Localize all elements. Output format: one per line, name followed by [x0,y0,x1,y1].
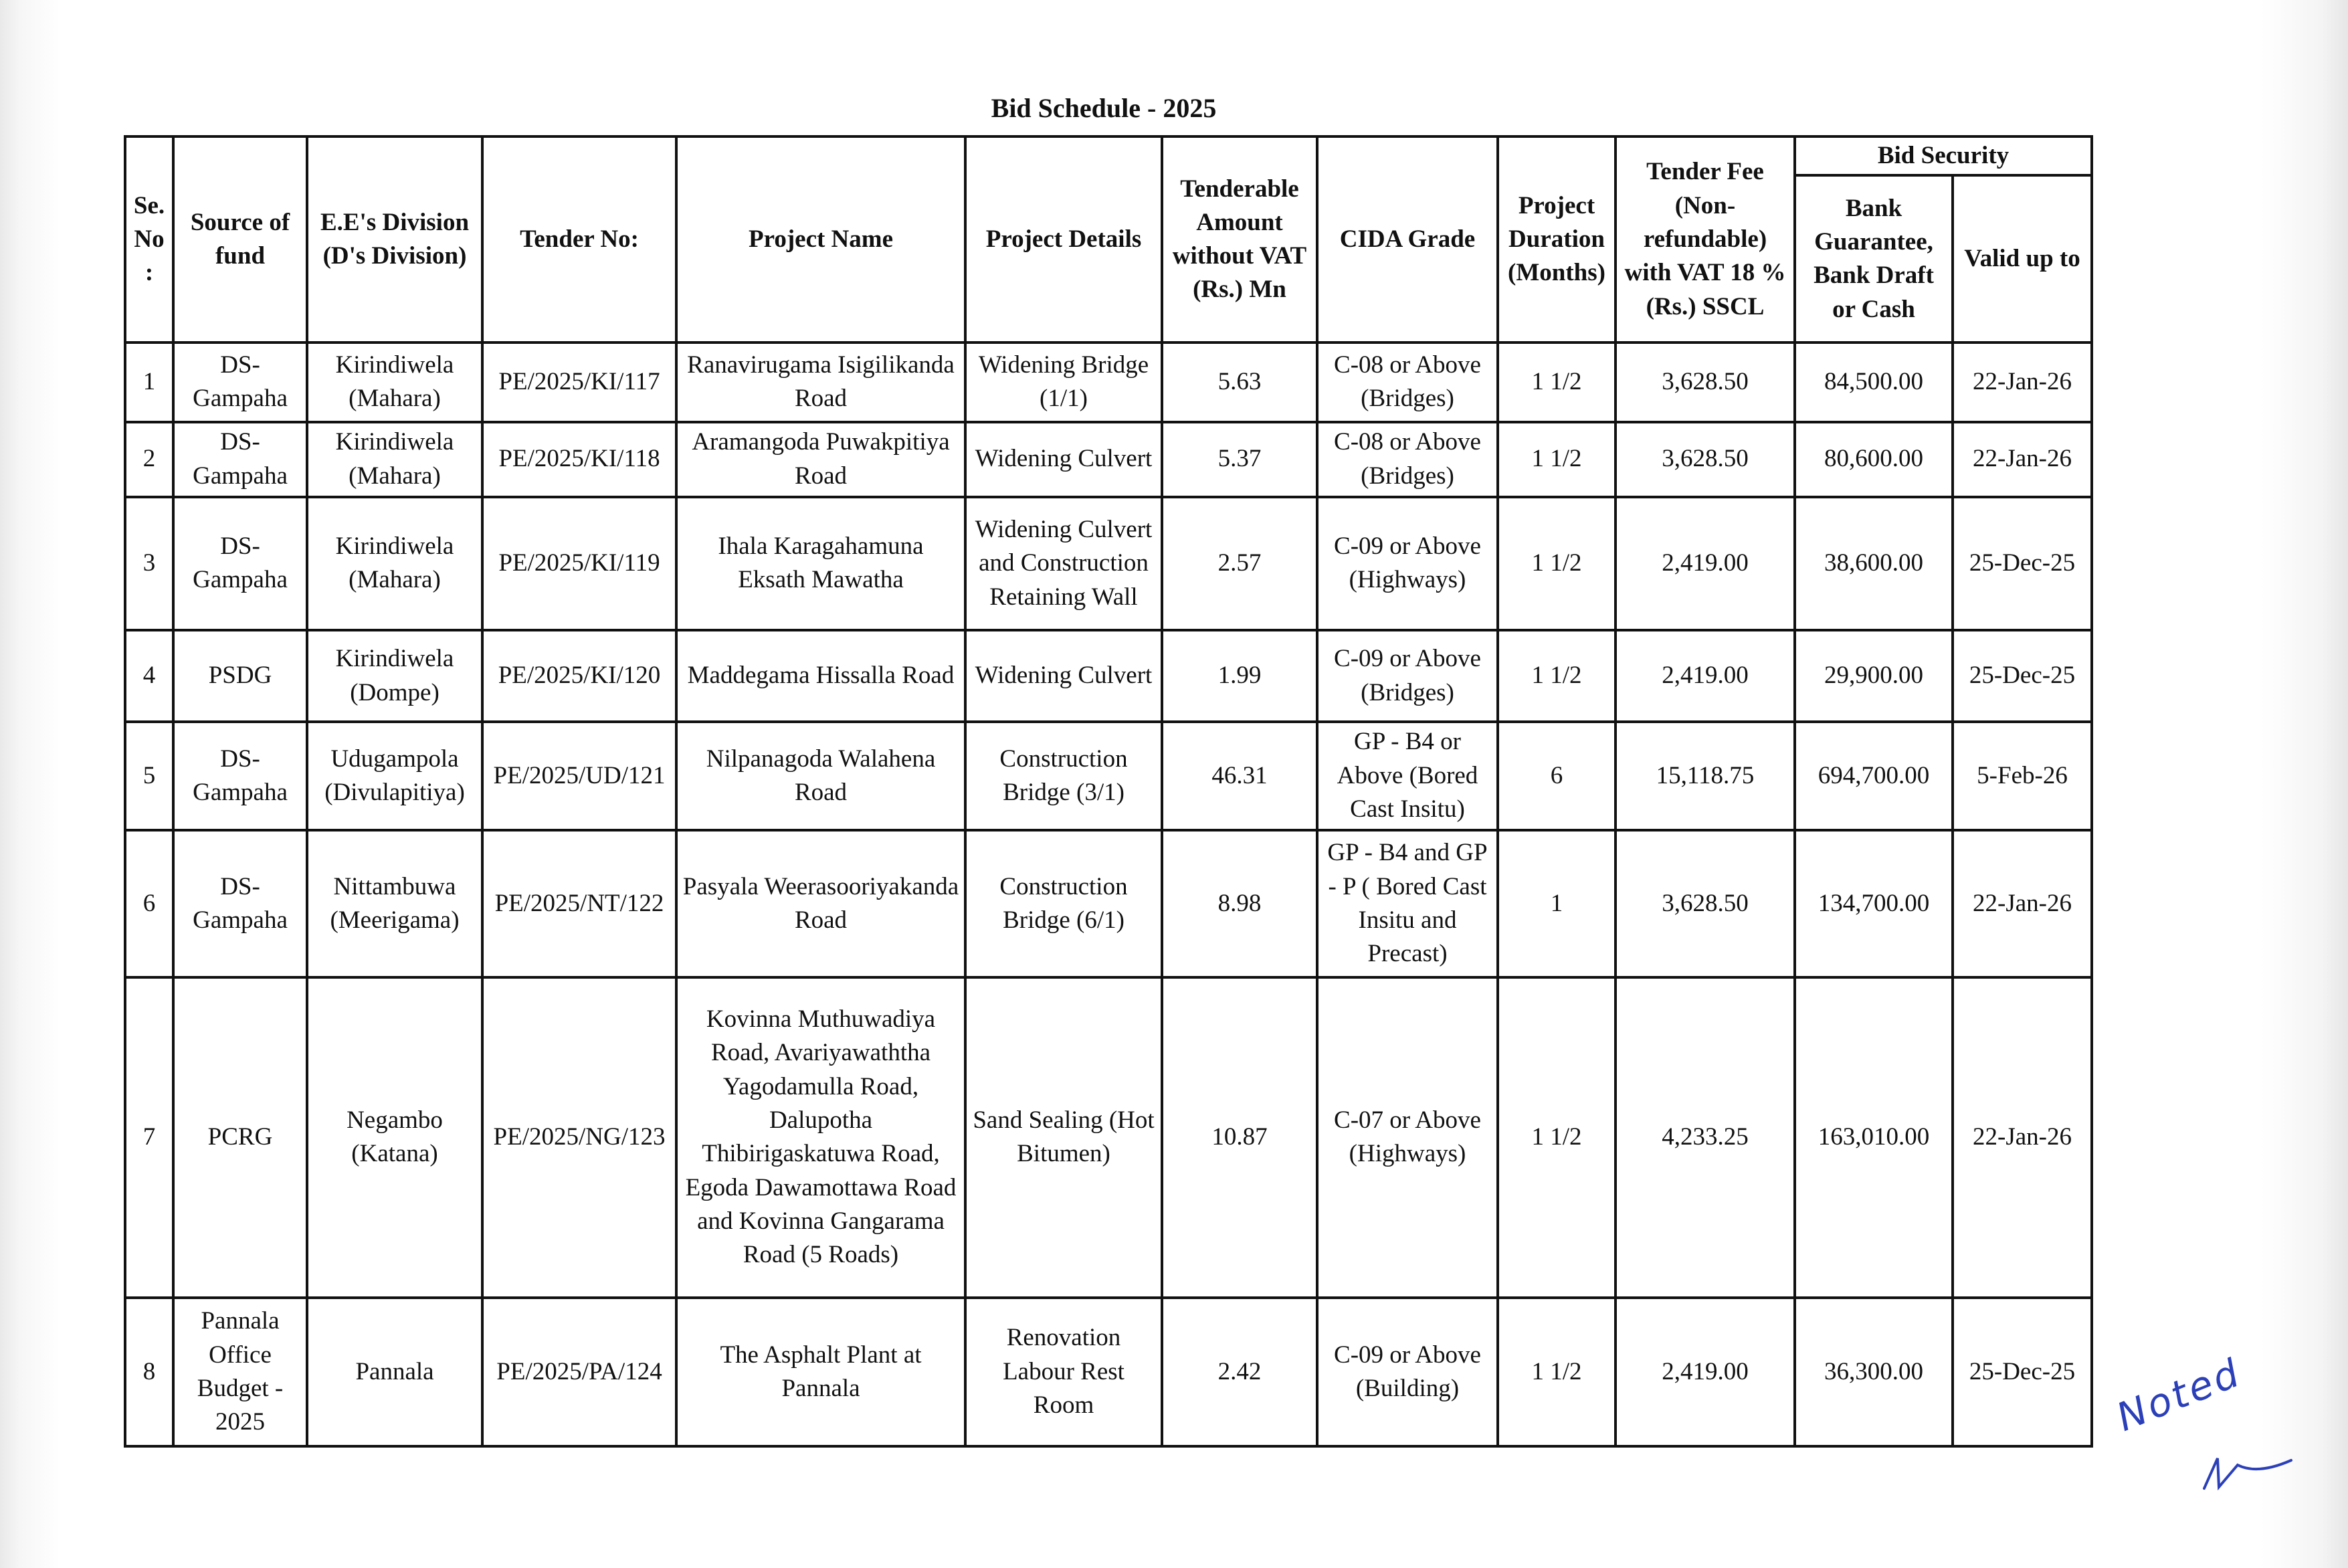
cell-project-duration: 1 1/2 [1498,342,1616,421]
cell-division: Pannala [307,1298,482,1446]
cell-se-no: 8 [125,1298,173,1446]
cell-valid-up-to: 25-Dec-25 [1953,1298,2092,1446]
table-row [125,830,2092,977]
cell-tenderable-amount: 8.98 [1162,830,1317,977]
cell-tender-fee: 2,419.00 [1616,1298,1795,1446]
cell-tenderable-amount: 2.42 [1162,1298,1317,1446]
cell-cida-grade: GP - B4 or Above (Bored Cast Insitu) [1317,722,1498,830]
handwritten-note: Noted [2110,1349,2248,1440]
header-se-no: Se. No : [125,136,173,342]
cell-tenderable-amount: 2.57 [1162,497,1317,631]
cell-cida-grade: GP - B4 and GP - P ( Bored Cast Insitu and Precast) [1317,830,1498,977]
cell-division: Negambo (Katana) [307,977,482,1298]
cell-source-of-fund: DS-Gampaha [173,497,307,631]
cell-bank-guarantee: 163,010.00 [1795,977,1953,1298]
cell-project-duration: 1 [1498,830,1616,977]
header-tender-fee: Tender Fee (Non-refundable) with VAT 18 % (Rs.) SSCL [1616,136,1795,342]
cell-valid-up-to: 22-Jan-26 [1953,977,2092,1298]
cell-project-name: Pasyala Weerasooriyakanda Road [676,830,965,977]
cell-division: Nittambuwa (Meerigama) [307,830,482,977]
cell-valid-up-to: 25-Dec-25 [1953,630,2092,722]
cell-tender-no: PE/2025/NG/123 [482,977,676,1298]
cell-project-details: Widening Culvert [965,422,1162,497]
cell-cida-grade: C-09 or Above (Highways) [1317,497,1498,631]
cell-cida-grade: C-09 or Above (Bridges) [1317,630,1498,722]
cell-tenderable-amount: 1.99 [1162,630,1317,722]
cell-se-no: 5 [125,722,173,830]
handwritten-signature-icon [2197,1448,2298,1495]
cell-source-of-fund: PSDG [173,630,307,722]
cell-division: Udugampola (Divulapitiya) [307,722,482,830]
table-row [125,422,2092,497]
cell-division: Kirindiwela (Mahara) [307,342,482,421]
cell-se-no: 2 [125,422,173,497]
header-tenderable-amount: Tenderable Amount without VAT (Rs.) Mn [1162,136,1317,342]
table-row [125,342,2092,421]
cell-source-of-fund: DS-Gampaha [173,422,307,497]
cell-tender-no: PE/2025/NT/122 [482,830,676,977]
cell-source-of-fund: PCRG [173,977,307,1298]
cell-source-of-fund: DS-Gampaha [173,722,307,830]
cell-tender-fee: 2,419.00 [1616,497,1795,631]
cell-project-details: Renovation Labour Rest Room [965,1298,1162,1446]
cell-project-details: Construction Bridge (6/1) [965,830,1162,977]
cell-tenderable-amount: 5.37 [1162,422,1317,497]
bid-schedule-table [124,135,2093,1448]
cell-valid-up-to: 22-Jan-26 [1953,830,2092,977]
cell-tender-fee: 3,628.50 [1616,422,1795,497]
header-source-of-fund: Source of fund [173,136,307,342]
cell-project-name: Aramangoda Puwakpitiya Road [676,422,965,497]
cell-cida-grade: C-08 or Above (Bridges) [1317,342,1498,421]
cell-se-no: 7 [125,977,173,1298]
cell-valid-up-to: 22-Jan-26 [1953,422,2092,497]
table-row [125,977,2092,1298]
cell-se-no: 4 [125,630,173,722]
cell-bank-guarantee: 80,600.00 [1795,422,1953,497]
cell-tender-no: PE/2025/KI/119 [482,497,676,631]
table-row [125,1298,2092,1446]
cell-tender-no: PE/2025/KI/120 [482,630,676,722]
cell-bank-guarantee: 38,600.00 [1795,497,1953,631]
cell-bank-guarantee: 36,300.00 [1795,1298,1953,1446]
cell-division: Kirindiwela (Dompe) [307,630,482,722]
cell-project-name: Nilpanagoda Walahena Road [676,722,965,830]
cell-tender-no: PE/2025/KI/117 [482,342,676,421]
header-bid-security: Bid Security [1795,136,2092,175]
cell-se-no: 1 [125,342,173,421]
table-body [125,342,2092,1446]
cell-project-duration: 1 1/2 [1498,422,1616,497]
header-bank-guarantee: Bank Guarantee, Bank Draft or Cash [1795,175,1953,342]
cell-tender-fee: 15,118.75 [1616,722,1795,830]
header-division: E.E's Division (D's Division) [307,136,482,342]
header-valid-up-to: Valid up to [1953,175,2092,342]
cell-tenderable-amount: 5.63 [1162,342,1317,421]
cell-project-details: Sand Sealing (Hot Bitumen) [965,977,1162,1298]
header-project-details: Project Details [965,136,1162,342]
cell-project-name: The Asphalt Plant at Pannala [676,1298,965,1446]
cell-project-duration: 1 1/2 [1498,497,1616,631]
cell-se-no: 3 [125,497,173,631]
cell-project-details: Widening Culvert [965,630,1162,722]
cell-tender-fee: 3,628.50 [1616,342,1795,421]
cell-project-duration: 6 [1498,722,1616,830]
cell-tenderable-amount: 46.31 [1162,722,1317,830]
cell-source-of-fund: DS-Gampaha [173,830,307,977]
cell-project-duration: 1 1/2 [1498,977,1616,1298]
cell-cida-grade: C-09 or Above (Building) [1317,1298,1498,1446]
cell-bank-guarantee: 29,900.00 [1795,630,1953,722]
header-project-name: Project Name [676,136,965,342]
cell-project-details: Widening Culvert and Construction Retaining Wall [965,497,1162,631]
cell-project-details: Construction Bridge (3/1) [965,722,1162,830]
cell-cida-grade: C-08 or Above (Bridges) [1317,422,1498,497]
cell-tender-fee: 2,419.00 [1616,630,1795,722]
cell-project-name: Ihala Karagahamuna Eksath Mawatha [676,497,965,631]
cell-valid-up-to: 25-Dec-25 [1953,497,2092,631]
cell-cida-grade: C-07 or Above (Highways) [1317,977,1498,1298]
cell-tender-no: PE/2025/KI/118 [482,422,676,497]
cell-project-details: Widening Bridge (1/1) [965,342,1162,421]
cell-project-name: Kovinna Muthuwadiya Road, Avariyawaththa Yagodamulla Road, Dalupotha Thibirigaskatuwa Road, Egoda Dawamottawa Road and Kovinna Gangarama Road (5 Roads) [676,977,965,1298]
cell-division: Kirindiwela (Mahara) [307,497,482,631]
header-tender-no: Tender No: [482,136,676,342]
header-project-duration: Project Duration (Months) [1498,136,1616,342]
header-cida-grade: CIDA Grade [1317,136,1498,342]
cell-source-of-fund: DS-Gampaha [173,342,307,421]
cell-bank-guarantee: 84,500.00 [1795,342,1953,421]
cell-tender-fee: 3,628.50 [1616,830,1795,977]
cell-bank-guarantee: 134,700.00 [1795,830,1953,977]
table-row [125,497,2092,631]
cell-tender-fee: 4,233.25 [1616,977,1795,1298]
cell-division: Kirindiwela (Mahara) [307,422,482,497]
cell-project-duration: 1 1/2 [1498,630,1616,722]
cell-valid-up-to: 22-Jan-26 [1953,342,2092,421]
cell-se-no: 6 [125,830,173,977]
document-title: Bid Schedule - 2025 [991,93,1217,123]
table-row [125,722,2092,830]
cell-bank-guarantee: 694,700.00 [1795,722,1953,830]
table-row [125,630,2092,722]
cell-project-duration: 1 1/2 [1498,1298,1616,1446]
cell-valid-up-to: 5-Feb-26 [1953,722,2092,830]
cell-tender-no: PE/2025/PA/124 [482,1298,676,1446]
cell-source-of-fund: Pannala Office Budget - 2025 [173,1298,307,1446]
cell-tender-no: PE/2025/UD/121 [482,722,676,830]
cell-tenderable-amount: 10.87 [1162,977,1317,1298]
cell-project-name: Ranavirugama Isigilikanda Road [676,342,965,421]
cell-project-name: Maddegama Hissalla Road [676,630,965,722]
